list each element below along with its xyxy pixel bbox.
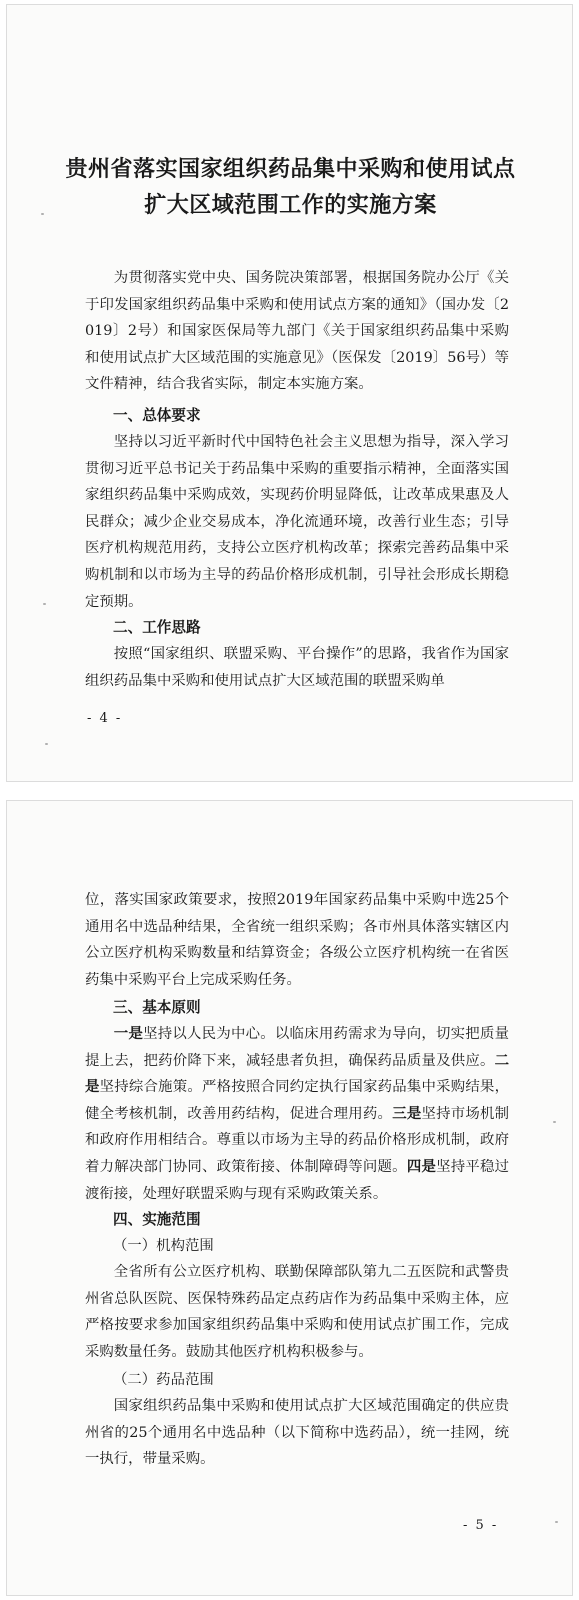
document-title-line-2: 扩大区域范围工作的实施方案	[144, 193, 437, 218]
principle-3-text: 坚持市场机制和政府作用相结合。尊重以市场为主导的药品价格形成机制，政府着力解决部门协同、政策衔接、体制障碍等问题。	[85, 1105, 509, 1175]
section-3-heading: 三、基本原则	[113, 999, 201, 1016]
subsection-2-body: 国家组织药品集中采购和使用试点扩大区域范围确定的供应贵州省的25个通用名中选品种（以下简称中选药品），统一挂网，统一执行，带量采购。	[85, 1398, 509, 1468]
scan-speck	[555, 1521, 558, 1523]
section-2-continuation: 位，落实国家政策要求，按照2019年国家药品集中采购中选25个通用名中选品种结果，全省统一组织采购；各市州具体落实辖区内公立医疗机构采购数量和结算资金；各级公立医疗机构统一在省医药集中采购平台上完成采购任务。	[85, 892, 509, 988]
principle-4-lead: 四是	[406, 1158, 437, 1175]
subsection-1-heading: （一）机构范围	[113, 1238, 214, 1254]
principle-2-text: 坚持综合施策。严格按照合同约定执行国家药品集中采购结果，健全考核机制，改善用药结构，促进合理用药。	[85, 1079, 509, 1122]
principle-2-lead: 二是	[85, 1052, 509, 1096]
page-number: - 5 -	[463, 1518, 499, 1533]
section-3-body	[85, 1021, 509, 1207]
section-4-heading: 四、实施范围	[113, 1211, 201, 1228]
page-number: - 4 -	[87, 711, 123, 726]
scan-speck	[43, 603, 46, 605]
page-gap	[0, 784, 579, 798]
principle-1-text: 坚持以人民为中心。以临床用药需求为导向，切实把质量提上去，把药价降下来，减轻患者负担，确保药品质量及供应。	[85, 1026, 509, 1069]
section-2-body: 按照“国家组织、联盟采购、平台操作”的思路，我省作为国家组织药品集中采购和使用试点扩大区域范围的联盟采购单	[85, 646, 509, 689]
scan-speck	[45, 743, 48, 745]
principle-3-lead: 三是	[392, 1105, 422, 1122]
scan-speck	[41, 213, 44, 215]
subsection-2-heading: （二）药品范围	[113, 1372, 214, 1388]
principle-1-lead: 一是	[113, 1026, 144, 1042]
document-page-4	[6, 4, 573, 782]
intro-paragraph: 为贯彻落实党中央、国务院决策部署，根据国务院办公厅《关于印发国家组织药品集中采购和使用试点方案的通知》（国办发〔2019〕2号）和国家医保局等九部门《关于国家组织药品集中采购和使用试点扩大区域范围的实施意见》（医保发〔2019〕56号）等文件精神，结合我省实际，制定本实施方案。	[85, 270, 510, 393]
scan-speck	[553, 1121, 556, 1123]
subsection-1-body: 全省所有公立医疗机构、联勤保障部队第九二五医院和武警贵州省总队医院、医保特殊药品定点药店作为药品集中采购主体，应严格按要求参加国家组织药品集中采购和使用试点扩围工作，完成采购数量任务。鼓励其他医疗机构积极参与。	[85, 1264, 509, 1360]
document-title-line-1: 贵州省落实国家组织药品集中采购和使用试点	[65, 157, 516, 182]
section-1-heading: 一、总体要求	[113, 407, 201, 424]
principle-4-text: 坚持平稳过渡衔接，处理好联盟采购与现有采购政策关系。	[85, 1158, 509, 1202]
section-2-heading: 二、工作思路	[113, 619, 201, 636]
section-1-body: 坚持以习近平新时代中国特色社会主义思想为指导，深入学习贯彻习近平总书记关于药品集中采购的重要指示精神，全面落实国家组织药品集中采购成效，实现药价明显降低，让改革成果惠及人民群众；减少企业交易成本，净化流通环境，改善行业生态；引导医疗机构规范用药，支持公立医疗机构改革；探索完善药品集中采购机制和以市场为主导的药品价格形成机制，引导社会形成长期稳定预期。	[85, 434, 509, 610]
document-page-5	[6, 800, 573, 1596]
